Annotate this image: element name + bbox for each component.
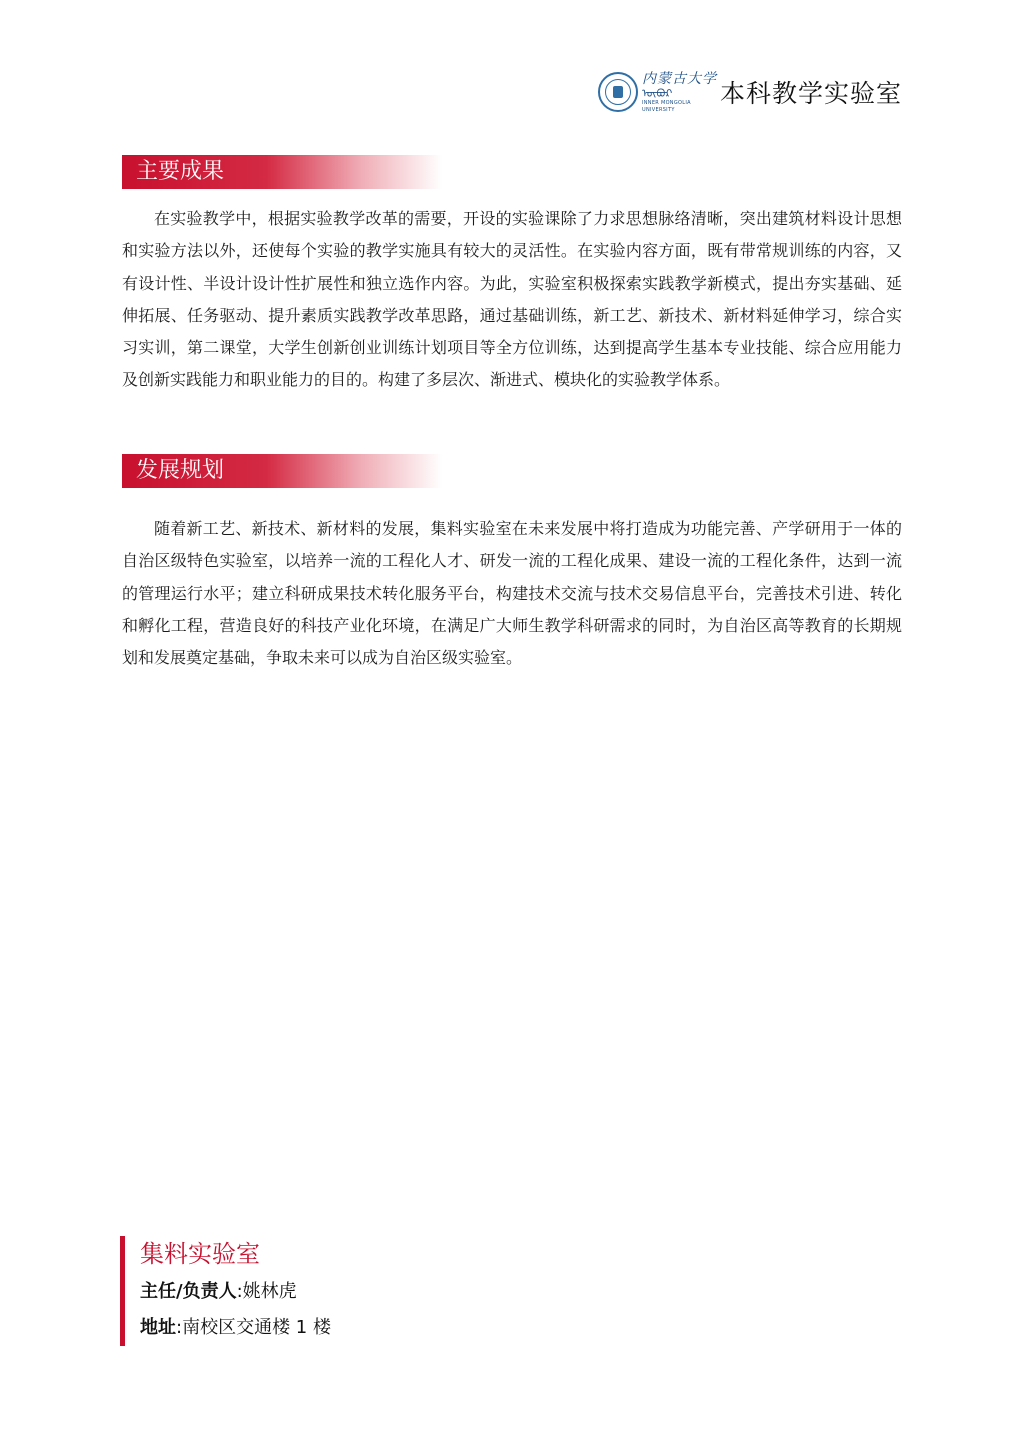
address-line <box>140 1310 331 1346</box>
university-wordmark: 内蒙古大学 ᠦᠪᠦᠷ INNER MONGOLIA UNIVERSITY <box>641 70 717 113</box>
lab-name: 集料实验室 <box>140 1240 260 1268</box>
university-seal-icon <box>598 72 638 112</box>
director-line <box>140 1274 331 1310</box>
section-heading-development-plan: 发展规划 <box>122 454 442 488</box>
address-value: :南校区交通楼 1 楼 <box>176 1317 331 1338</box>
lab-info-footer <box>120 1236 331 1346</box>
page-header <box>598 70 902 114</box>
achievements-paragraph: 在实验教学中，根据实验教学改革的需要，开设的实验课除了力求思想脉络清晰，突出建筑材料设计思想和实验方法以外，还使每个实验的教学实施具有较大的灵活性。在实验内容方面，既有带常规训练的内容，又有设计性、半设计设计性扩展性和独立选作内容。为此，实验室积极探索实践教学新模式，提出夯实基础、延伸拓展、任务驱动、提升素质实践教学改革思路，通过基础训练，新工艺、新技术、新材料延伸学习，综合实习实训，第二课堂，大学生创新创业训练计划项目等全方位训练，达到提高学生基本专业技能、综合应用能力及创新实践能力和职业能力的目的。构建了多层次、渐进式、模块化的实验教学体系。 <box>122 209 902 390</box>
director-label: 主任/负责人 <box>140 1281 237 1302</box>
address-label: 地址 <box>140 1317 176 1338</box>
header-title: 本科教学实验室 <box>719 79 902 108</box>
section-heading-achievements: 主要成果 <box>122 155 442 189</box>
director-value: :姚林虎 <box>236 1281 297 1302</box>
development-plan-paragraph: 随着新工艺、新技术、新材料的发展，集料实验室在未来发展中将打造成为功能完善、产学研用于一体的自治区级特色实验室，以培养一流的工程化人才、研发一流的工程化成果、建设一流的工程化条件，达到一流的管理运行水平；建立科研成果技术转化服务平台，构建技术交流与技术交易信息平台，完善技术引进、转化和孵化工程，营造良好的科技产业化环境，在满足广大师生教学科研需求的同时，为自治区高等教育的长期规划和发展奠定基础，争取未来可以成为自治区级实验室。 <box>122 519 902 668</box>
